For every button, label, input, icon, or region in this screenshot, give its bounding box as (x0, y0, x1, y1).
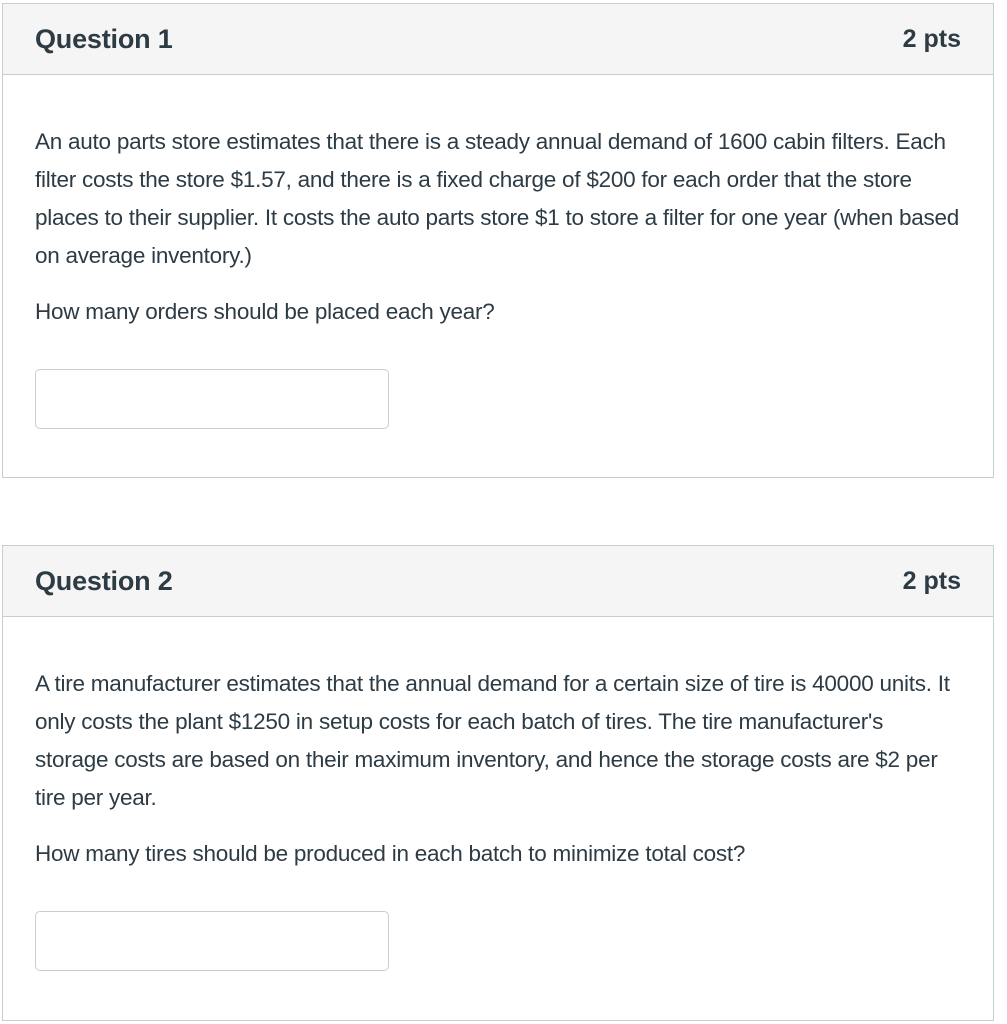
question-prompt: How many tires should be produced in each batch to minimize total cost? (35, 841, 746, 866)
question-prompt: How many orders should be placed each year? (35, 299, 495, 324)
answer-input[interactable] (35, 911, 389, 971)
question-title: Question 1 (35, 23, 173, 54)
question-header (3, 546, 993, 617)
question-points: 2 pts (902, 566, 961, 595)
question-points: 2 pts (902, 24, 961, 53)
question-text: An auto parts store estimates that there is a steady annual demand of 1600 cabin filters. Each filter costs the store $1.57, and there is a fixed charge of $200 for each order that the store places to their supplier. It costs the auto parts store $1 to store a filter for one year (when based on average inventory.) (35, 129, 960, 268)
question-header (3, 4, 993, 75)
question-text: A tire manufacturer estimates that the annual demand for a certain size of tire is 40000 units. It only costs the plant $1250 in setup costs for each batch of tires. The tire manufacturer's storage costs are based on their maximum inventory, and hence the storage costs are $2 per tire per year. (35, 671, 950, 810)
question-2-card (2, 545, 994, 1021)
question-body (3, 75, 993, 429)
answer-input[interactable] (35, 369, 389, 429)
question-1-card (2, 3, 994, 478)
question-body (3, 617, 993, 971)
question-title: Question 2 (35, 565, 173, 596)
